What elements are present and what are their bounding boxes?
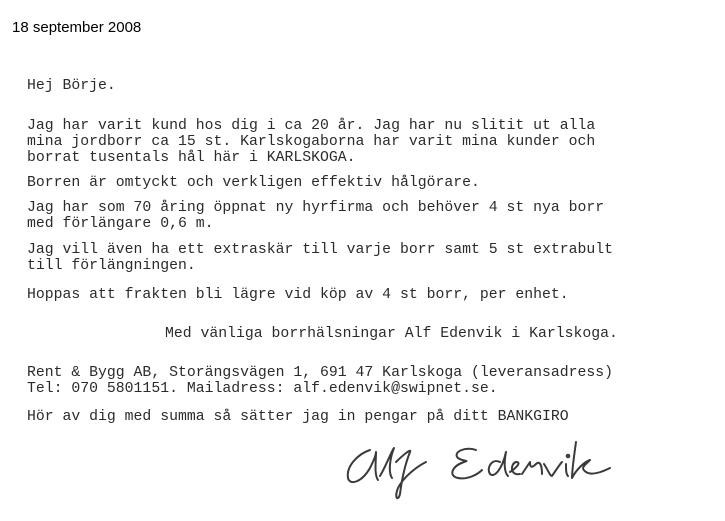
paragraph-4-line-1: Jag vill även ha ett extraskär till varje borr samt 5 st extrabult (27, 242, 614, 258)
payment-line: Hör av dig med summa så sätter jag in pengar på ditt BANKGIRO (27, 409, 569, 425)
paragraph-3-line-2: med förlängare 0,6 m. (27, 216, 214, 232)
paragraph-2: Borren är omtyckt och verkligen effektiv hålgörare. (27, 175, 480, 191)
paragraph-1-line-2: mina jordborr ca 15 st. Karlskogaborna har varit mina kunder och (27, 134, 596, 150)
paragraph-3-line-1: Jag har som 70 åring öppnat ny hyrfirma och behöver 4 st nya borr (27, 200, 605, 216)
paragraph-1-line-1: Jag har varit kund hos dig i ca 20 år. Jag har nu slitit ut alla (27, 118, 596, 134)
paragraph-5: Hoppas att frakten bli lägre vid köp av 4 st borr, per enhet. (27, 287, 569, 303)
letter-date: 18 september 2008 (12, 19, 142, 36)
paragraph-4-line-2: till förlängningen. (27, 258, 196, 274)
paragraph-1-line-3: borrat tusentals hål här i KARLSKOGA. (27, 150, 356, 166)
closing-line: Med vänliga borrhälsningar Alf Edenvik i Karlskoga. (165, 326, 618, 342)
handwritten-signature (340, 428, 620, 503)
address-line-1: Rent & Bygg AB, Storängsvägen 1, 691 47 Karlskoga (leveransadress) (27, 365, 614, 381)
greeting: Hej Börje. (27, 78, 116, 94)
address-line-2: Tel: 070 5801151. Mailadress: alf.edenvik@swipnet.se. (27, 381, 498, 397)
